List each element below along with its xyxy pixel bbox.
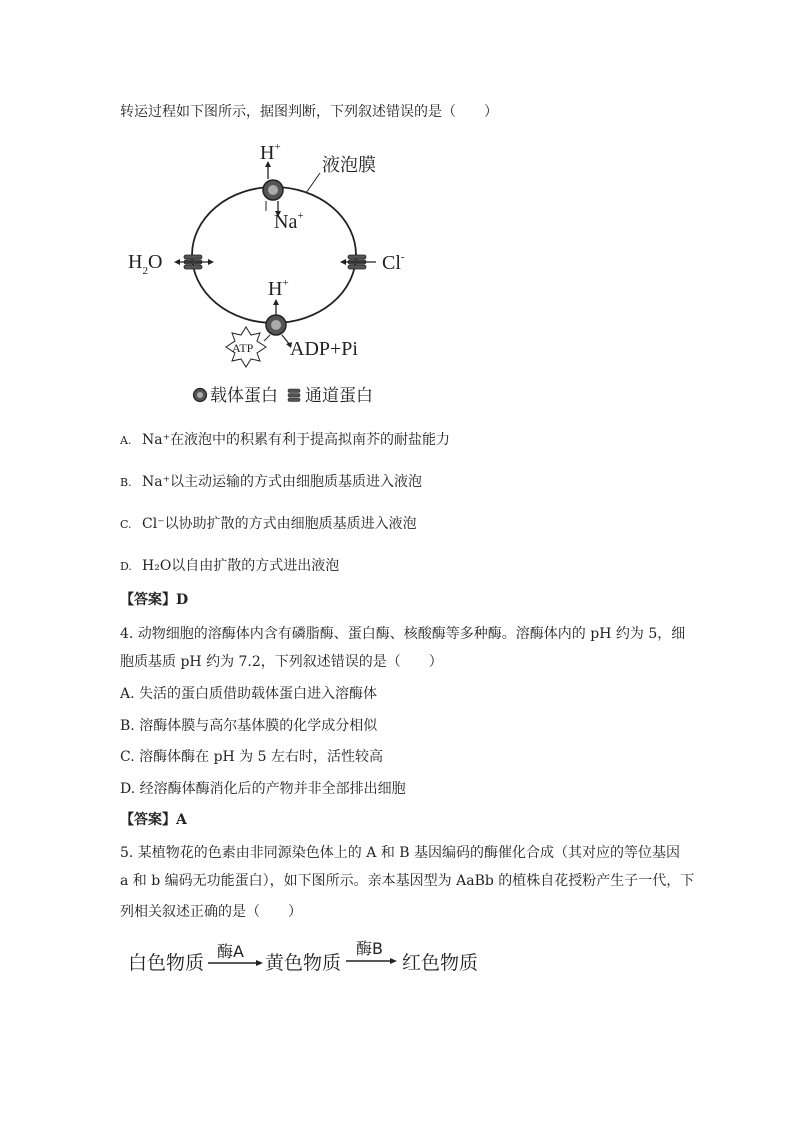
pigment-pathway-diagram [120, 935, 500, 985]
atp-to-pump [264, 335, 270, 341]
h2o-label: $H_2O$ [128, 251, 163, 277]
q3-option-d: D. H₂O以自由扩散的方式进出液泡 [120, 558, 340, 574]
na-plus: Na+ [274, 210, 304, 233]
q3-intro: 转运过程如下图所示，据图判断，下列叙述错误的是（ ） [120, 104, 498, 120]
q4-option-d: D. 经溶酶体酶消化后的产物并非全部排出细胞 [120, 781, 406, 797]
q3-option-a: A. Na⁺在液泡中的积累有利于提高拟南芥的耐盐能力 [120, 432, 450, 448]
q5-stem-line3: 列相关叙述正确的是（ ） [120, 904, 302, 920]
q3-answer: 【答案】D [120, 592, 189, 608]
vacuole-membrane [192, 187, 356, 323]
membrane-label: 液泡膜 [322, 155, 376, 176]
membrane-label-leader [306, 173, 320, 193]
red-substance: 红色物质 [402, 952, 479, 974]
q4-option-b: B. 溶酶体膜与高尔基体膜的化学成分相似 [120, 718, 378, 734]
q4-option-c: C. 溶酶体酶在 pH 为 5 左右时，活性较高 [120, 749, 383, 765]
q5-stem-line2: a 和 b 编码无功能蛋白），如下图所示。亲本基因型为 AaBb 的植株自花授粉产生子一代，下 [120, 873, 695, 889]
legend-channel-label: 通道蛋白 [305, 386, 373, 406]
q3-option-b: B. Na⁺以主动运输的方式由细胞质基质进入液泡 [120, 474, 422, 490]
q3-option-c: C. Cl⁻以协助扩散的方式由细胞质基质进入液泡 [120, 516, 417, 532]
yellow-substance: 黄色物质 [265, 952, 342, 974]
legend-channel-icon [288, 389, 300, 402]
legend-carrier-label: 载体蛋白 [210, 386, 278, 406]
vacuole-transport-figure [110, 135, 440, 415]
q4-option-a: A. 失活的蛋白质借助载体蛋白进入溶酶体 [120, 686, 378, 702]
q5-stem-line1: 5. 某植物花的色素由非同源染色体上的 A 和 B 基因编码的酶催化合成（其对应的等位基因 [120, 845, 681, 861]
q4-answer: 【答案】A [120, 812, 187, 828]
h-plus-top: H+ [260, 141, 281, 164]
cl-minus-label: Cl- [382, 251, 405, 274]
legend-carrier-icon [194, 389, 207, 402]
adp-pi-label: ADP+Pi [290, 338, 358, 360]
enzyme-b-label: 酶B [356, 939, 383, 958]
bottom-carrier-protein [266, 315, 286, 335]
q4-stem-line1: 4. 动物细胞的溶酶体内含有磷脂酶、蛋白酶、核酸酶等多种酶。溶酶体内的 pH 约为 5，细 [120, 626, 686, 642]
enzyme-a-label: 酶A [217, 942, 244, 961]
top-carrier-protein [263, 180, 283, 200]
h-plus-bottom: H+ [268, 277, 289, 300]
atp-label: ATP [232, 341, 254, 355]
white-substance: 白色物质 [128, 952, 205, 974]
q4-stem-line2: 胞质基质 pH 约为 7.2，下列叙述错误的是（ ） [120, 654, 443, 670]
